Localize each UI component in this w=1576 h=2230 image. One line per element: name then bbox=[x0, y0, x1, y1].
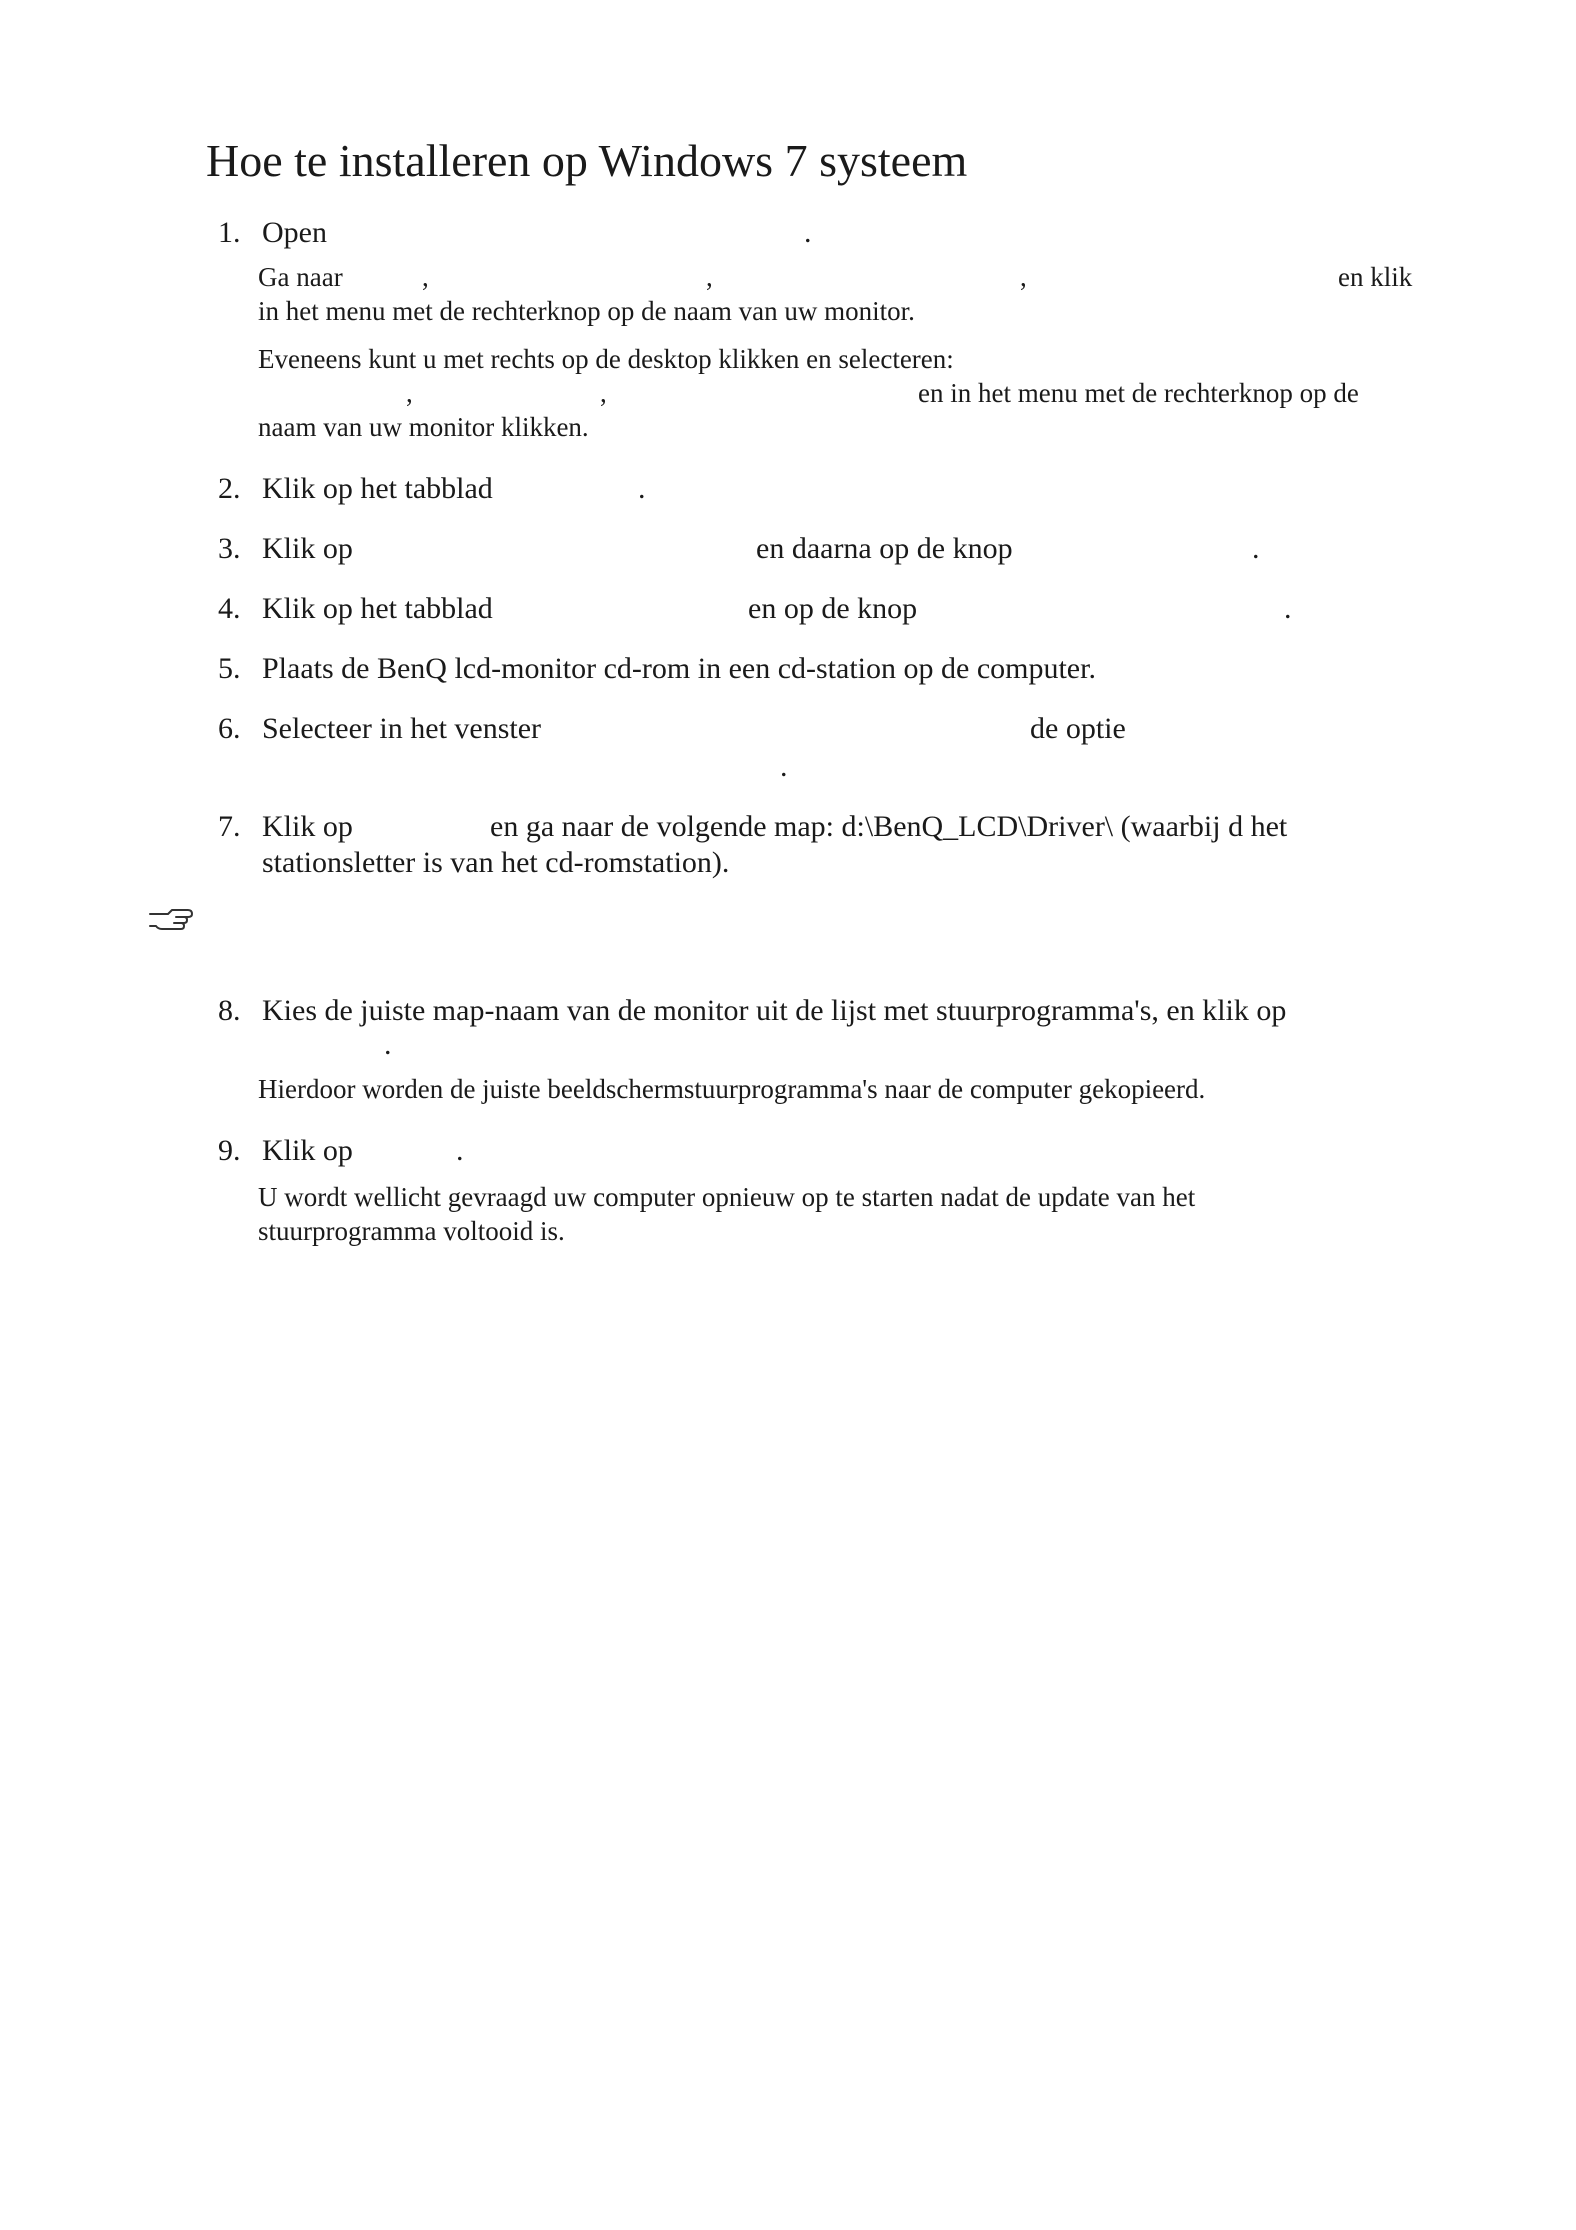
step-1-sub-a-seg-4: , bbox=[1020, 262, 1027, 292]
step-text: Klik op bbox=[262, 532, 353, 565]
step-text: Kies de juiste map-naam van de monitor uit de lijst met stuurprogramma's, en klik op bbox=[262, 994, 1287, 1027]
step-text: Plaats de BenQ lcd-monitor cd-rom in een cd-station op de computer. bbox=[262, 652, 1096, 685]
step-text: Klik op bbox=[262, 1134, 353, 1167]
step-mid: en op de knop bbox=[748, 592, 918, 625]
step-number: 9. bbox=[218, 1134, 241, 1167]
step-number: 6. bbox=[218, 712, 241, 745]
step-9-sub-line2: stuurprogramma voltooid is. bbox=[258, 1216, 565, 1246]
step-number: 3. bbox=[218, 532, 241, 565]
step-1-sub-a-seg-3: , bbox=[706, 262, 713, 292]
step-number: 8. bbox=[218, 994, 241, 1027]
step-text: Klik op bbox=[262, 810, 353, 843]
step-number: 7. bbox=[218, 810, 241, 843]
step-trail: . bbox=[804, 216, 812, 249]
step-8-trail: . bbox=[384, 1028, 392, 1061]
step-text: Open bbox=[262, 216, 327, 249]
step-1-sub-a-seg-2: , bbox=[422, 262, 429, 292]
step-1-sub-b-line1: Eveneens kunt u met rechts op de desktop klikken en selecteren: bbox=[258, 344, 954, 374]
step-number: 2. bbox=[218, 472, 241, 505]
step-mid: en daarna op de knop bbox=[756, 532, 1013, 565]
page-title: Hoe te installeren op Windows 7 systeem bbox=[206, 135, 968, 186]
step-text: Klik op het tabblad bbox=[262, 472, 493, 505]
step-8-sub: Hierdoor worden de juiste beeldschermstuurprogramma's naar de computer gekopieerd. bbox=[258, 1074, 1206, 1104]
step-1-sub-b-seg-1: , bbox=[406, 378, 413, 408]
step-1-sub-b-seg-3: en in het menu met de rechterknop op de bbox=[918, 378, 1359, 408]
step-number: 5. bbox=[218, 652, 241, 685]
step-trail: . bbox=[1252, 532, 1260, 565]
step-trail: . bbox=[456, 1134, 464, 1167]
step-number: 1. bbox=[218, 216, 241, 249]
pointing-hand-icon bbox=[148, 906, 194, 934]
step-number: 4. bbox=[218, 592, 241, 625]
step-6-trail: . bbox=[780, 750, 788, 783]
step-1-sub-b-seg-2: , bbox=[600, 378, 607, 408]
step-1-sub-a-line2: in het menu met de rechterknop op de naam van uw monitor. bbox=[258, 296, 915, 326]
step-1-sub-a-seg-1: Ga naar bbox=[258, 262, 343, 292]
step-trail: . bbox=[638, 472, 646, 505]
step-7-line2: stationsletter is van het cd-romstation). bbox=[262, 846, 730, 879]
step-trail: . bbox=[1284, 592, 1292, 625]
step-1-sub-b-line3: naam van uw monitor klikken. bbox=[258, 412, 589, 442]
step-9-sub-line1: U wordt wellicht gevraagd uw computer opnieuw op te starten nadat de update van het bbox=[258, 1182, 1196, 1212]
step-text: Klik op het tabblad bbox=[262, 592, 493, 625]
step-mid: en ga naar de volgende map: d:\BenQ_LCD\Driver\ (waarbij d het bbox=[490, 810, 1288, 843]
step-text: Selecteer in het venster bbox=[262, 712, 542, 745]
step-1-sub-a-seg-5: en klik bbox=[1338, 262, 1413, 292]
step-mid: de optie bbox=[1030, 712, 1126, 745]
